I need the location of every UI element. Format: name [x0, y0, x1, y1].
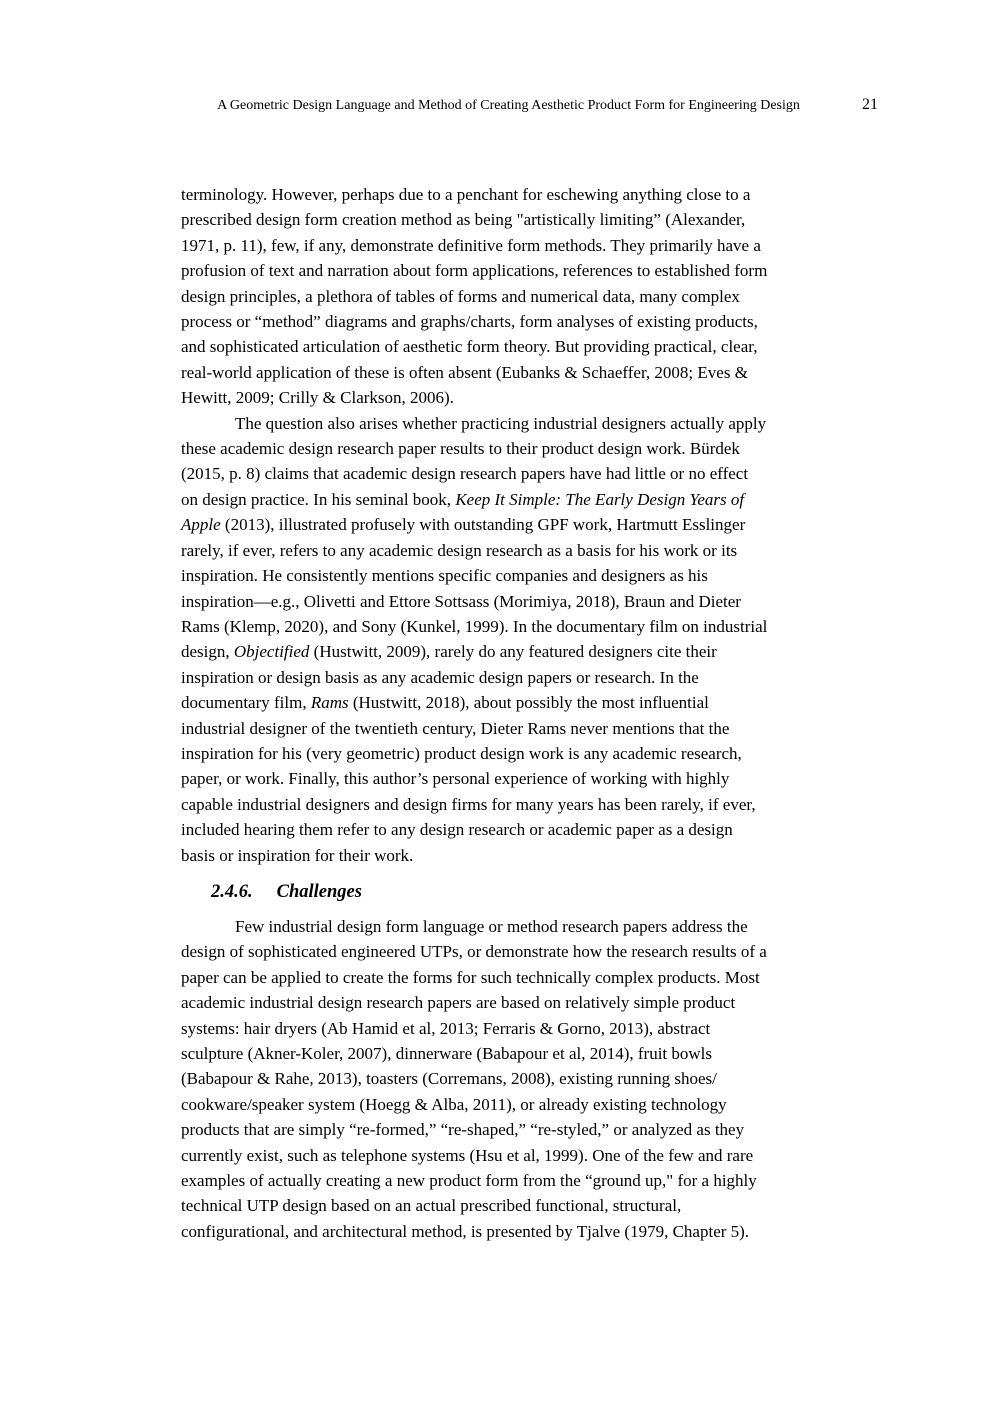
body-paragraph	[181, 411, 881, 868]
text-line: design of sophisticated engineered UTPs, or demonstrate how the research results of a	[181, 942, 767, 962]
section-heading-label: Challenges	[276, 881, 362, 902]
text-line: terminology. However, perhaps due to a penchant for eschewing anything close to a	[181, 185, 751, 204]
text-line: products that are simply “re-formed,” “re-shaped,” “re-styled,” or analyzed as they	[181, 1120, 745, 1140]
text-line: (Babapour & Rahe, 2013), toasters (Corremans, 2008), existing running shoes/	[181, 1069, 717, 1089]
text-line: sculpture (Akner-Koler, 2007), dinnerware (Babapour et al, 2014), fruit bowls	[181, 1044, 713, 1063]
text-line: configurational, and architectural method, is presented by Tjalve (1979, Chapter 5).	[181, 1221, 750, 1241]
section-heading	[181, 879, 881, 905]
body-paragraph	[181, 914, 881, 1244]
running-header	[181, 96, 878, 115]
text-line: profusion of text and narration about form applications, references to established form	[181, 261, 768, 281]
text-line: (2015, p. 8) claims that academic design research papers have had little or no effect	[181, 464, 749, 484]
text-line: Hewitt, 2009; Crilly & Clarkson, 2006).	[181, 388, 454, 408]
text-line: examples of actually creating a new product form from the “ground up," for a highly	[181, 1171, 757, 1191]
text-line: industrial designer of the twentieth century, Dieter Rams never mentions that the	[181, 718, 730, 738]
text-line: design, Objectified (Hustwitt, 2009), rarely do any featured designers cite their	[181, 642, 717, 662]
text-line: documentary film, Rams (Hustwitt, 2018), about possibly the most influential	[181, 693, 709, 713]
italic-text: Keep It Simple: The Early Design Years of	[455, 489, 745, 509]
running-header-title: A Geometric Design Language and Method of Creating Aesthetic Product Form for Engineering Design	[217, 98, 800, 113]
italic-text: Objectified	[233, 642, 310, 662]
text-line: prescribed design form creation method as being "artistically limiting” (Alexander,	[181, 210, 746, 230]
text-line: The question also arises whether practicing industrial designers actually apply	[235, 413, 767, 433]
document-body	[181, 182, 881, 1244]
text-line: these academic design research paper results to their product design work. Bürdek	[181, 439, 740, 459]
text-line: process or “method” diagrams and graphs/charts, form analyses of existing products,	[181, 312, 758, 332]
text-line: technical UTP design based on an actual prescribed functional, structural,	[181, 1196, 682, 1216]
text-line: inspiration—e.g., Olivetti and Ettore Sottsass (Morimiya, 2018), Braun and Dieter	[181, 591, 741, 611]
text-line: design principles, a plethora of tables of forms and numerical data, many complex	[181, 286, 740, 306]
text-line: 1971, p. 11), few, if any, demonstrate definitive form methods. They primarily have a	[181, 235, 761, 255]
text-line: real-world application of these is often absent (Eubanks & Schaeffer, 2008; Eves &	[181, 362, 748, 382]
text-line: inspiration. He consistently mentions specific companies and designers as his	[181, 566, 708, 586]
text-line: Rams (Klemp, 2020), and Sony (Kunkel, 1999). In the documentary film on industrial	[181, 616, 768, 636]
italic-text: Apple	[181, 515, 221, 535]
text-line: Apple (2013), illustrated profusely with outstanding GPF work, Hartmutt Esslinger	[181, 515, 746, 535]
text-line: included hearing them refer to any design research or academic paper as a design	[181, 820, 733, 840]
text-line: inspiration or design basis as any academic design papers or research. In the	[181, 667, 699, 687]
text-line: academic industrial design research papers are based on relatively simple product	[181, 993, 736, 1013]
text-line: basis or inspiration for their work.	[181, 845, 414, 865]
text-line: capable industrial designers and design firms for many years has been rarely, if ever,	[181, 794, 756, 814]
page-number: 21	[862, 96, 878, 113]
text-line: paper can be applied to create the forms for such technically complex products. Most	[181, 967, 760, 987]
italic-text: Rams	[310, 693, 349, 713]
text-line: currently exist, such as telephone systems (Hsu et al, 1999). One of the few and rare	[181, 1145, 754, 1165]
text-line: on design practice. In his seminal book, Keep It Simple: The Early Design Years of	[181, 489, 745, 509]
text-line: rarely, if ever, refers to any academic design research as a basis for his work or its	[181, 540, 738, 560]
text-line: inspiration for his (very geometric) product design work is any academic research,	[181, 743, 742, 763]
text-line: Few industrial design form language or method research papers address the	[235, 916, 748, 936]
text-line: and sophisticated articulation of aesthetic form theory. But providing practical, clear,	[181, 337, 758, 357]
text-line: cookware/speaker system (Hoegg & Alba, 2011), or already existing technology	[181, 1094, 727, 1114]
body-paragraph	[181, 182, 881, 411]
section-heading-number: 2.4.6.	[211, 881, 253, 902]
text-line: systems: hair dryers (Ab Hamid et al, 2013; Ferraris & Gorno, 2013), abstract	[181, 1018, 711, 1038]
text-line: paper, or work. Finally, this author’s personal experience of working with highly	[181, 769, 730, 789]
